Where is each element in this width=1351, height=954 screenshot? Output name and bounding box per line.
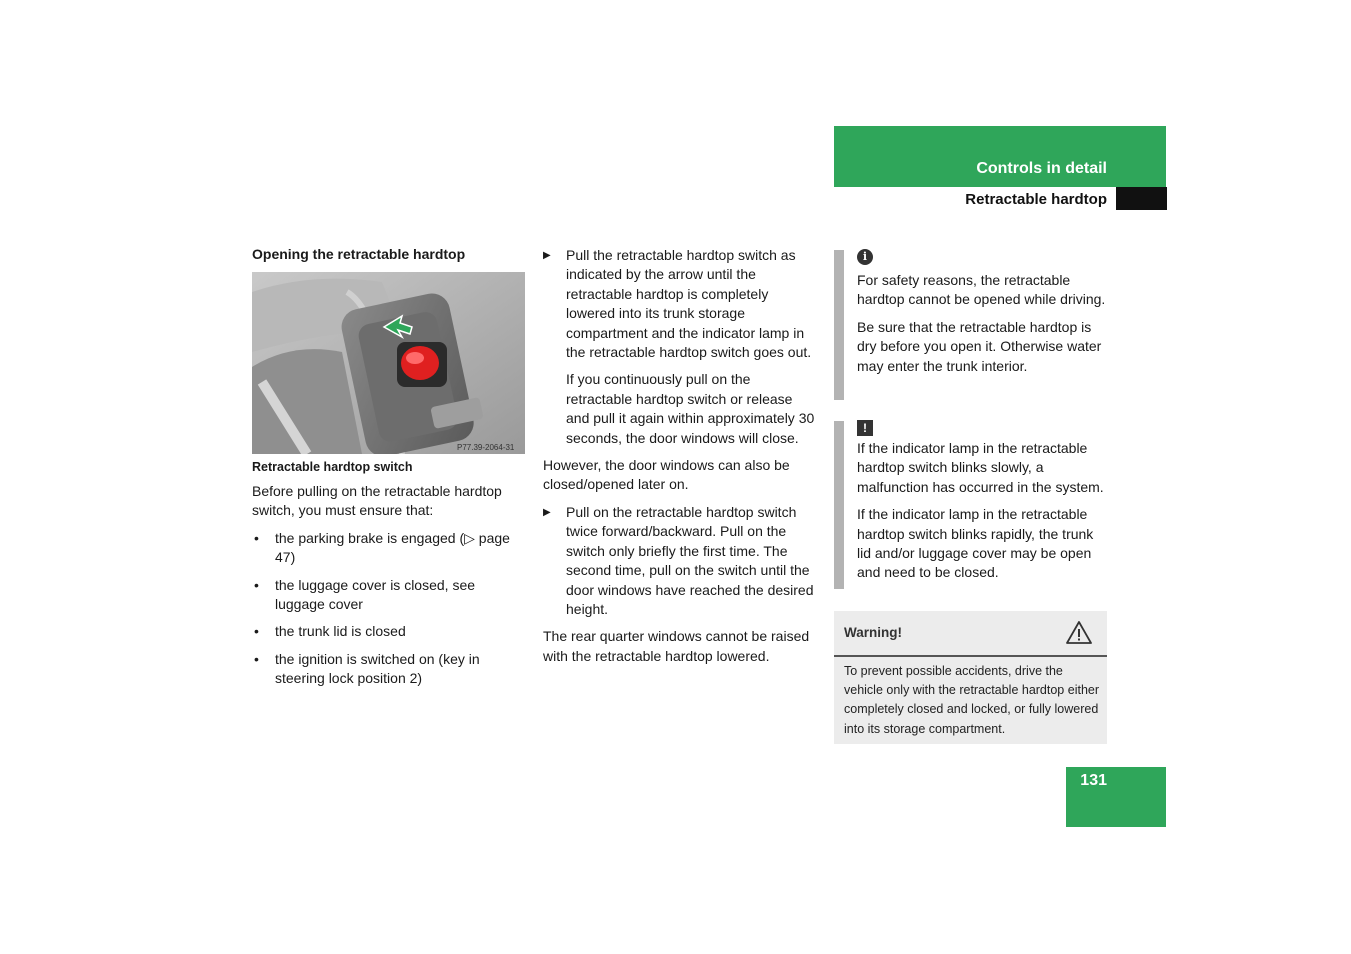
caution-note-bar [834,421,844,589]
info-icon: i [857,249,873,265]
caution-text: If the indicator lamp in the retractable hardtop switch blinks rapidly, the trunk lid and/or luggage cover may be open and need to be closed. [857,506,1094,581]
page-number: 131 [1080,772,1107,789]
list-item: • the trunk lid is closed [254,623,406,640]
page-heading: Opening the retractable hardtop [252,246,466,262]
step-arrow-icon: ▶ [543,506,551,518]
step-arrow-icon: ▶ [543,250,551,261]
prerequisite-list [252,529,527,689]
list-item: • the luggage cover is closed, see luggage cover [254,576,476,613]
paragraph: The rear quarter windows cannot be raised with the retractable hardtop lowered. [543,628,810,664]
instruction-step: ▶ Pull on the retractable hardtop switch twice forward/backward. Pull on the switch only briefly the first time. The second time, pull on the switch until the door windows have reached the desired height. [543,503,814,617]
instruction-step: ▶ Pull the retractable hardtop switch as indicated by the arrow until the retractable hardtop is completely lowered into its trunk storage compartment and the indicator lamp in the retractable hardtop switch goes out. [543,247,812,361]
section-title: Retractable hardtop [965,191,1107,208]
info-text: Be sure that the retractable hardtop is dry before you open it. Otherwise water may enter the trunk interior. [857,318,1102,374]
caution-note [857,420,1107,583]
info-note [857,246,1107,376]
warning-divider [834,655,1107,657]
list-item: • the parking brake is engaged (▷ page 47) [254,529,510,566]
hardtop-switch-figure [252,272,525,454]
left-body [252,482,527,697]
warning-triangle-icon [1065,620,1093,650]
figure-caption: Retractable hardtop switch [252,460,413,474]
paragraph: However, the door windows can also be closed/opened later on. [543,457,790,493]
caution-icon: ! [857,420,873,436]
middle-body [543,246,818,666]
warning-title: Warning! [844,625,902,640]
intro-text: Before pulling on the retractable hardtop switch, you must ensure that: [252,483,502,519]
figure-code: P77.39-2064-31 [457,443,515,452]
warning-text: To prevent possible accidents, drive the vehicle only with the retractable hardtop either completely closed and locked, or fully lowered into its storage compartment. [844,664,1100,736]
chapter-title: Controls in detail [976,160,1107,177]
list-item: • the ignition is switched on (key in steering lock position 2) [254,650,480,687]
step-note: If you continuously pull on the retractable hardtop switch or release and pull it again within approximately 30 seconds, the door windows will close. [566,371,815,446]
info-note-bar [834,250,844,400]
hardtop-switch-image [252,272,525,454]
section-marker [1116,187,1167,210]
info-text: For safety reasons, the retractable hardtop cannot be opened while driving. [857,272,1106,308]
caution-text: If the indicator lamp in the retractable hardtop switch blinks slowly, a malfunction has occurred in the system. [857,440,1104,495]
